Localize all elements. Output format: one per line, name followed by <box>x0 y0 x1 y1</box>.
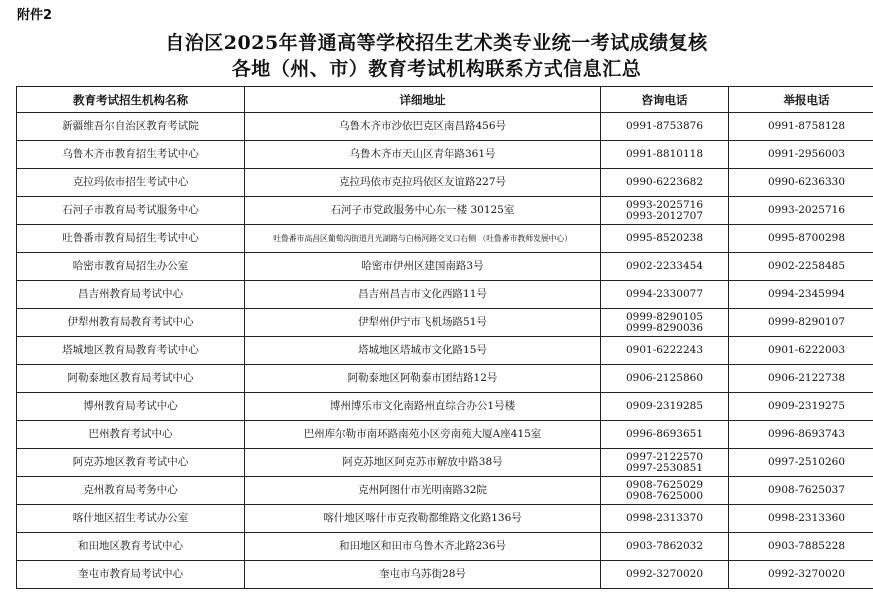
consult-phone-cell: 0909-2319285 <box>601 393 729 421</box>
org-name-cell: 哈密市教育局招生办公室 <box>17 253 245 281</box>
address-cell: 昌吉州昌吉市文化西路11号 <box>245 281 601 309</box>
table-row <box>17 393 873 421</box>
table-row <box>17 477 873 505</box>
report-phone-cell: 0997-2510260 <box>729 449 873 477</box>
header-org-name: 教育考试招生机构名称 <box>17 87 245 113</box>
org-name-cell: 阿勒泰地区教育局考试中心 <box>17 365 245 393</box>
consult-phone-cell: 0991-8753876 <box>601 113 729 141</box>
report-phone-cell: 0990-6236330 <box>729 169 873 197</box>
org-name-cell: 阿克苏地区教育考试中心 <box>17 449 245 477</box>
page-title-line-1: 自治区2025年普通高等学校招生艺术类专业统一考试成绩复核 <box>165 32 708 54</box>
report-phone-cell: 0995-8700298 <box>729 225 873 253</box>
table-row <box>17 169 873 197</box>
report-phone-cell: 0993-2025716 <box>729 197 873 225</box>
org-name-cell: 昌吉州教育局考试中心 <box>17 281 245 309</box>
header-consult-phone: 咨询电话 <box>601 87 729 113</box>
table-row <box>17 225 873 253</box>
table-row <box>17 449 873 477</box>
consult-phone-cell: 0995-8520238 <box>601 225 729 253</box>
org-name-cell: 乌鲁木齐市教育招生考试中心 <box>17 141 245 169</box>
org-name-cell: 巴州教育考试中心 <box>17 421 245 449</box>
header-report-phone: 举报电话 <box>729 87 873 113</box>
table-header-row <box>17 87 873 113</box>
org-name-cell: 奎屯市教育局考试中心 <box>17 561 245 589</box>
address-cell: 奎屯市乌苏街28号 <box>245 561 601 589</box>
report-phone-cell: 0903-7885228 <box>729 533 873 561</box>
address-cell: 博州博乐市文化南路州直综合办公1号楼 <box>245 393 601 421</box>
report-phone-cell: 0994-2345994 <box>729 281 873 309</box>
org-name-cell: 克拉玛依市招生考试中心 <box>17 169 245 197</box>
address-cell: 乌鲁木齐市沙依巴克区南昌路456号 <box>245 113 601 141</box>
address-cell: 阿勒泰地区阿勒泰市团结路12号 <box>245 365 601 393</box>
address-cell: 阿克苏地区阿克苏市解放中路38号 <box>245 449 601 477</box>
consult-phone-cell: 0999-8290105 0999-8290036 <box>601 309 729 337</box>
org-name-cell: 博州教育局考试中心 <box>17 393 245 421</box>
consult-phone-cell: 0901-6222243 <box>601 337 729 365</box>
org-name-cell: 塔城地区教育局教育考试中心 <box>17 337 245 365</box>
report-phone-cell: 0991-2956003 <box>729 141 873 169</box>
report-phone-cell: 0999-8290107 <box>729 309 873 337</box>
address-cell: 喀什地区喀什市克孜勒都维路文化路136号 <box>245 505 601 533</box>
address-cell: 哈密市伊州区建国南路3号 <box>245 253 601 281</box>
address-cell: 克州阿图什市光明南路32院 <box>245 477 601 505</box>
consult-phone-cell: 0994-2330077 <box>601 281 729 309</box>
page-title-line-2: 各地（州、市）教育考试机构联系方式信息汇总 <box>231 58 642 80</box>
report-phone-cell: 0909-2319275 <box>729 393 873 421</box>
report-phone-cell: 0908-7625037 <box>729 477 873 505</box>
attachment-label: 附件2 <box>17 8 53 23</box>
report-phone-cell: 0996-8693743 <box>729 421 873 449</box>
address-cell: 塔城地区塔城市文化路15号 <box>245 337 601 365</box>
org-name-cell: 喀什地区招生考试办公室 <box>17 505 245 533</box>
consult-phone-cell: 0998-2313370 <box>601 505 729 533</box>
consult-phone-cell: 0996-8693651 <box>601 421 729 449</box>
table-row <box>17 253 873 281</box>
table-row <box>17 421 873 449</box>
table-row <box>17 505 873 533</box>
table-row <box>17 337 873 365</box>
address-cell: 吐鲁番市高昌区葡萄沟街道月光湖路与白杨河路交叉口右侧 （吐鲁番市教师发展中心） <box>245 225 601 253</box>
report-phone-cell: 0992-3270020 <box>729 561 873 589</box>
consult-phone-cell: 0902-2233454 <box>601 253 729 281</box>
contact-table <box>16 86 873 589</box>
consult-phone-cell: 0906-2125860 <box>601 365 729 393</box>
table-row <box>17 561 873 589</box>
header-address: 详细地址 <box>245 87 601 113</box>
consult-phone-cell: 0993-2025716 0993-2012707 <box>601 197 729 225</box>
table-row <box>17 365 873 393</box>
org-name-cell: 石河子市教育局考试服务中心 <box>17 197 245 225</box>
table-row <box>17 309 873 337</box>
consult-phone-cell: 0903-7862032 <box>601 533 729 561</box>
address-cell: 伊犁州伊宁市飞机场路51号 <box>245 309 601 337</box>
table-body <box>17 113 873 589</box>
org-name-cell: 和田地区教育考试中心 <box>17 533 245 561</box>
table-row <box>17 533 873 561</box>
address-cell: 巴州库尔勒市南环路南苑小区旁南苑大厦A座415室 <box>245 421 601 449</box>
report-phone-cell: 0901-6222003 <box>729 337 873 365</box>
address-cell: 克拉玛依市克拉玛依区友谊路227号 <box>245 169 601 197</box>
address-cell: 和田地区和田市乌鲁木齐北路236号 <box>245 533 601 561</box>
table-row <box>17 113 873 141</box>
org-name-cell: 克州教育局考务中心 <box>17 477 245 505</box>
address-cell: 石河子市党政服务中心东一楼 30125室 <box>245 197 601 225</box>
table-row <box>17 281 873 309</box>
table-row <box>17 141 873 169</box>
consult-phone-cell: 0991-8810118 <box>601 141 729 169</box>
report-phone-cell: 0902-2258485 <box>729 253 873 281</box>
org-name-cell: 吐鲁番市教育局招生考试中心 <box>17 225 245 253</box>
consult-phone-cell: 0992-3270020 <box>601 561 729 589</box>
consult-phone-cell: 0908-7625029 0908-7625000 <box>601 477 729 505</box>
table-row <box>17 197 873 225</box>
consult-phone-cell: 0997-2122570 0997-2530851 <box>601 449 729 477</box>
org-name-cell: 伊犁州教育局教育考试中心 <box>17 309 245 337</box>
report-phone-cell: 0998-2313360 <box>729 505 873 533</box>
org-name-cell: 新疆维吾尔自治区教育考试院 <box>17 113 245 141</box>
address-cell: 乌鲁木齐市天山区青年路361号 <box>245 141 601 169</box>
consult-phone-cell: 0990-6223682 <box>601 169 729 197</box>
report-phone-cell: 0906-2122738 <box>729 365 873 393</box>
report-phone-cell: 0991-8758128 <box>729 113 873 141</box>
